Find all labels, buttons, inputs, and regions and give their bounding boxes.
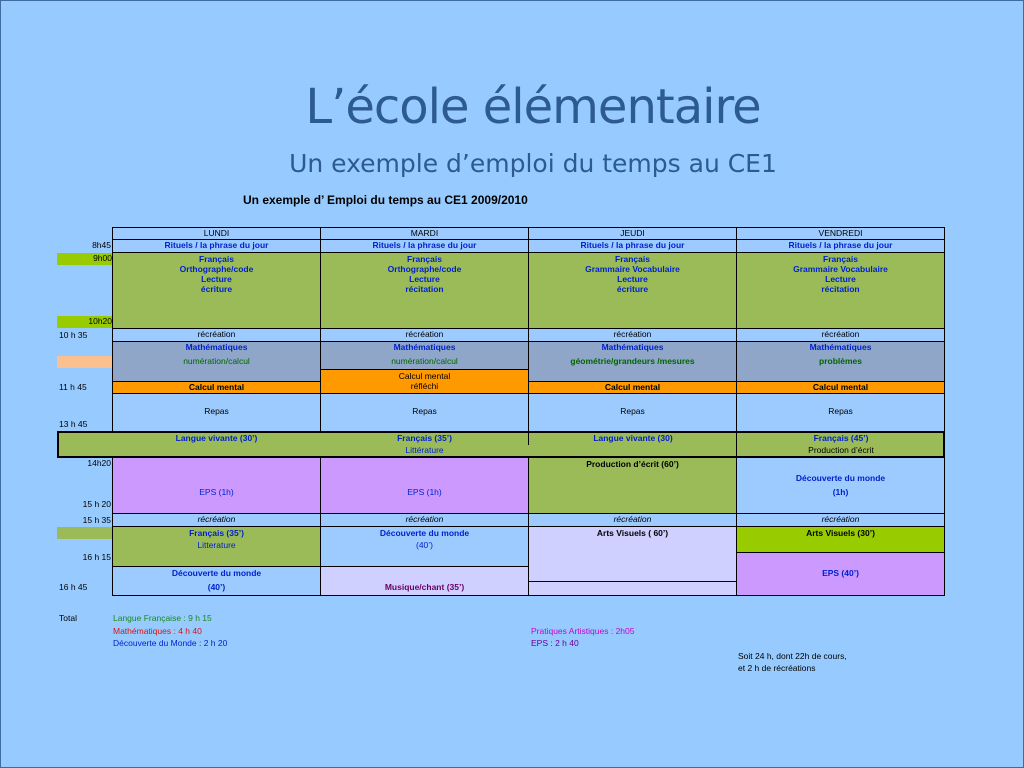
page-subtitle: Un exemple d’emploi du temps au CE1 xyxy=(289,149,777,178)
repas-jeudi: Repas xyxy=(528,393,737,432)
empty-jeudi xyxy=(528,581,737,596)
francais-vendredi xyxy=(736,252,945,329)
eps40-vendredi: EPS (40’) xyxy=(736,552,945,596)
page-title: L’école élémentaire xyxy=(305,79,761,135)
decouverte-mardi-1: Découverte du monde xyxy=(379,528,470,538)
recreation-vendredi: récréation xyxy=(736,328,945,342)
arts-jeudi: Arts Visuels ( 60’) xyxy=(528,526,737,582)
fr45-vendredi: Français (45’) xyxy=(736,433,945,445)
francais-jeudi-1: Français xyxy=(615,254,650,264)
maths-vendredi: Mathématiques xyxy=(736,341,945,355)
calcul-mental-lundi: Calcul mental xyxy=(112,381,321,394)
decouverte-mardi xyxy=(320,526,529,567)
time-1520: 15 h 20 xyxy=(82,499,111,509)
francais-mardi-2: Orthographe/code xyxy=(387,264,462,274)
decouverte-lundi-1: Découverte du monde xyxy=(171,568,262,578)
total-eps: EPS : 2 h 40 xyxy=(531,638,579,648)
decouverte-mardi-2: (40’) xyxy=(415,540,433,550)
francais-jeudi-3: Lecture xyxy=(617,274,648,284)
repas-mardi: Repas xyxy=(320,393,529,432)
total-langue: Langue Française : 9 h 15 xyxy=(113,613,212,623)
time-1035: 10 h 35 xyxy=(59,330,88,340)
day-header-vendredi: VENDREDI xyxy=(736,227,945,240)
recreation2-jeudi: récréation xyxy=(528,513,737,527)
francais-mardi-1: Français xyxy=(407,254,442,264)
eps-mardi: EPS (1h) xyxy=(320,457,529,514)
total-pratiques: Pratiques Artistiques : 2h05 xyxy=(531,626,635,636)
repas-vendredi: Repas xyxy=(736,393,945,432)
maths-topic-lundi: numération/calcul xyxy=(112,354,321,381)
time-1020-marker xyxy=(57,316,112,328)
francais-mardi-4: récitation xyxy=(405,284,444,294)
total-label: Total xyxy=(59,613,77,623)
time-1145: 11 h 45 xyxy=(59,382,87,392)
rituels-jeudi: Rituels / la phrase du jour xyxy=(528,239,737,253)
calcul-mental-mardi-2: réfléchi xyxy=(410,381,439,391)
calcul-mental-jeudi: Calcul mental xyxy=(528,381,737,394)
maths-lundi: Mathématiques xyxy=(112,341,321,355)
decouverte-vendredi-2: (1h) xyxy=(832,487,849,497)
repas-lundi: Repas xyxy=(112,393,321,432)
time-1420: 14h20 xyxy=(87,458,111,468)
francais-lundi-3: Lecture xyxy=(201,274,232,284)
table-caption: Un exemple d’ Emploi du temps au CE1 2009/2010 xyxy=(243,193,528,207)
production-ecrit-vendredi: Production d’écrit xyxy=(736,445,945,457)
francais-lundi-2: Orthographe/code xyxy=(179,264,254,274)
total-soit-1: Soit 24 h, dont 22h de cours, xyxy=(738,651,847,661)
decouverte-lundi xyxy=(112,566,321,596)
calcul-mental-mardi xyxy=(320,369,529,394)
francais-vendredi-4: récitation xyxy=(821,284,860,294)
time-1645: 16 h 45 xyxy=(59,582,88,592)
time-0845: 8h45 xyxy=(92,240,111,250)
time-0900: 9h00 xyxy=(93,253,112,263)
maths-mardi: Mathématiques xyxy=(320,341,529,355)
francais-vendredi-3: Lecture xyxy=(825,274,856,284)
fr35-mardi: Français (35’) xyxy=(397,433,452,443)
day-header-jeudi: JEUDI xyxy=(528,227,737,240)
francais-mardi-3: Lecture xyxy=(409,274,440,284)
maths-topic-jeudi: géométrie/grandeurs /mesures xyxy=(528,354,737,381)
rituels-lundi: Rituels / la phrase du jour xyxy=(112,239,321,253)
eps-lundi: EPS (1h) xyxy=(112,457,321,514)
calcul-mental-vendredi: Calcul mental xyxy=(736,381,945,394)
maths-topic-vendredi: problèmes xyxy=(736,354,945,381)
francais-vendredi-2: Grammaire Vocabulaire xyxy=(793,264,888,274)
lv-jeudi: Langue vivante (30) xyxy=(528,433,737,445)
maths-topic-mardi: numération/calcul xyxy=(320,354,529,370)
litterature-lundi: Litterature xyxy=(197,540,236,550)
decouverte-lundi-2: (40’) xyxy=(207,582,226,592)
litterature-mardi: Littérature xyxy=(405,445,444,455)
francais-jeudi-4: écriture xyxy=(616,284,649,294)
musique-mardi: Musique/chant (35’) xyxy=(320,566,529,596)
maths-jeudi: Mathématiques xyxy=(528,341,737,355)
time-orange-marker xyxy=(57,356,112,368)
decouverte-vendredi-1: Découverte du monde xyxy=(795,473,886,483)
total-maths: Mathématiques : 4 h 40 xyxy=(113,626,202,636)
francais-mardi xyxy=(320,252,529,329)
recreation-lundi: récréation xyxy=(112,328,321,342)
production-ecrit-jeudi: Production d’écrit (60’) xyxy=(528,457,737,514)
day-header-lundi: LUNDI xyxy=(112,227,321,240)
recreation2-mardi: récréation xyxy=(320,513,529,527)
recreation-jeudi: récréation xyxy=(528,328,737,342)
lv-lundi: Langue vivante (30’) xyxy=(175,433,258,443)
recreation-mardi: récréation xyxy=(320,328,529,342)
total-decouverte: Découverte du Monde : 2 h 20 xyxy=(113,638,228,648)
francais-litterature-lundi xyxy=(112,526,321,567)
arts-vendredi: Arts Visuels (30’) xyxy=(736,526,945,553)
day-header-mardi: MARDI xyxy=(320,227,529,240)
rituels-mardi: Rituels / la phrase du jour xyxy=(320,239,529,253)
francais-lundi-4: écriture xyxy=(200,284,233,294)
francais-lundi-1: Français xyxy=(199,254,234,264)
rituels-vendredi: Rituels / la phrase du jour xyxy=(736,239,945,253)
total-soit-2: et 2 h de récréations xyxy=(738,663,816,673)
calcul-mental-mardi-1: Calcul mental xyxy=(398,371,451,381)
fr35-lundi: Français (35’) xyxy=(189,528,244,538)
time-1020: 10h20 xyxy=(88,316,112,326)
francais-jeudi xyxy=(528,252,737,329)
decouverte-vendredi xyxy=(736,457,945,514)
time-1615: 16 h 15 xyxy=(82,552,111,562)
francais-lundi xyxy=(112,252,321,329)
time-1345: 13 h 45 xyxy=(59,419,88,429)
time-1535: 15 h 35 xyxy=(82,515,111,525)
recreation2-vendredi: récréation xyxy=(736,513,945,527)
time-green-marker xyxy=(57,527,113,539)
francais-vendredi-1: Français xyxy=(823,254,858,264)
francais-jeudi-2: Grammaire Vocabulaire xyxy=(585,264,680,274)
time-0900-marker xyxy=(57,253,112,265)
recreation2-lundi: récréation xyxy=(112,513,321,527)
